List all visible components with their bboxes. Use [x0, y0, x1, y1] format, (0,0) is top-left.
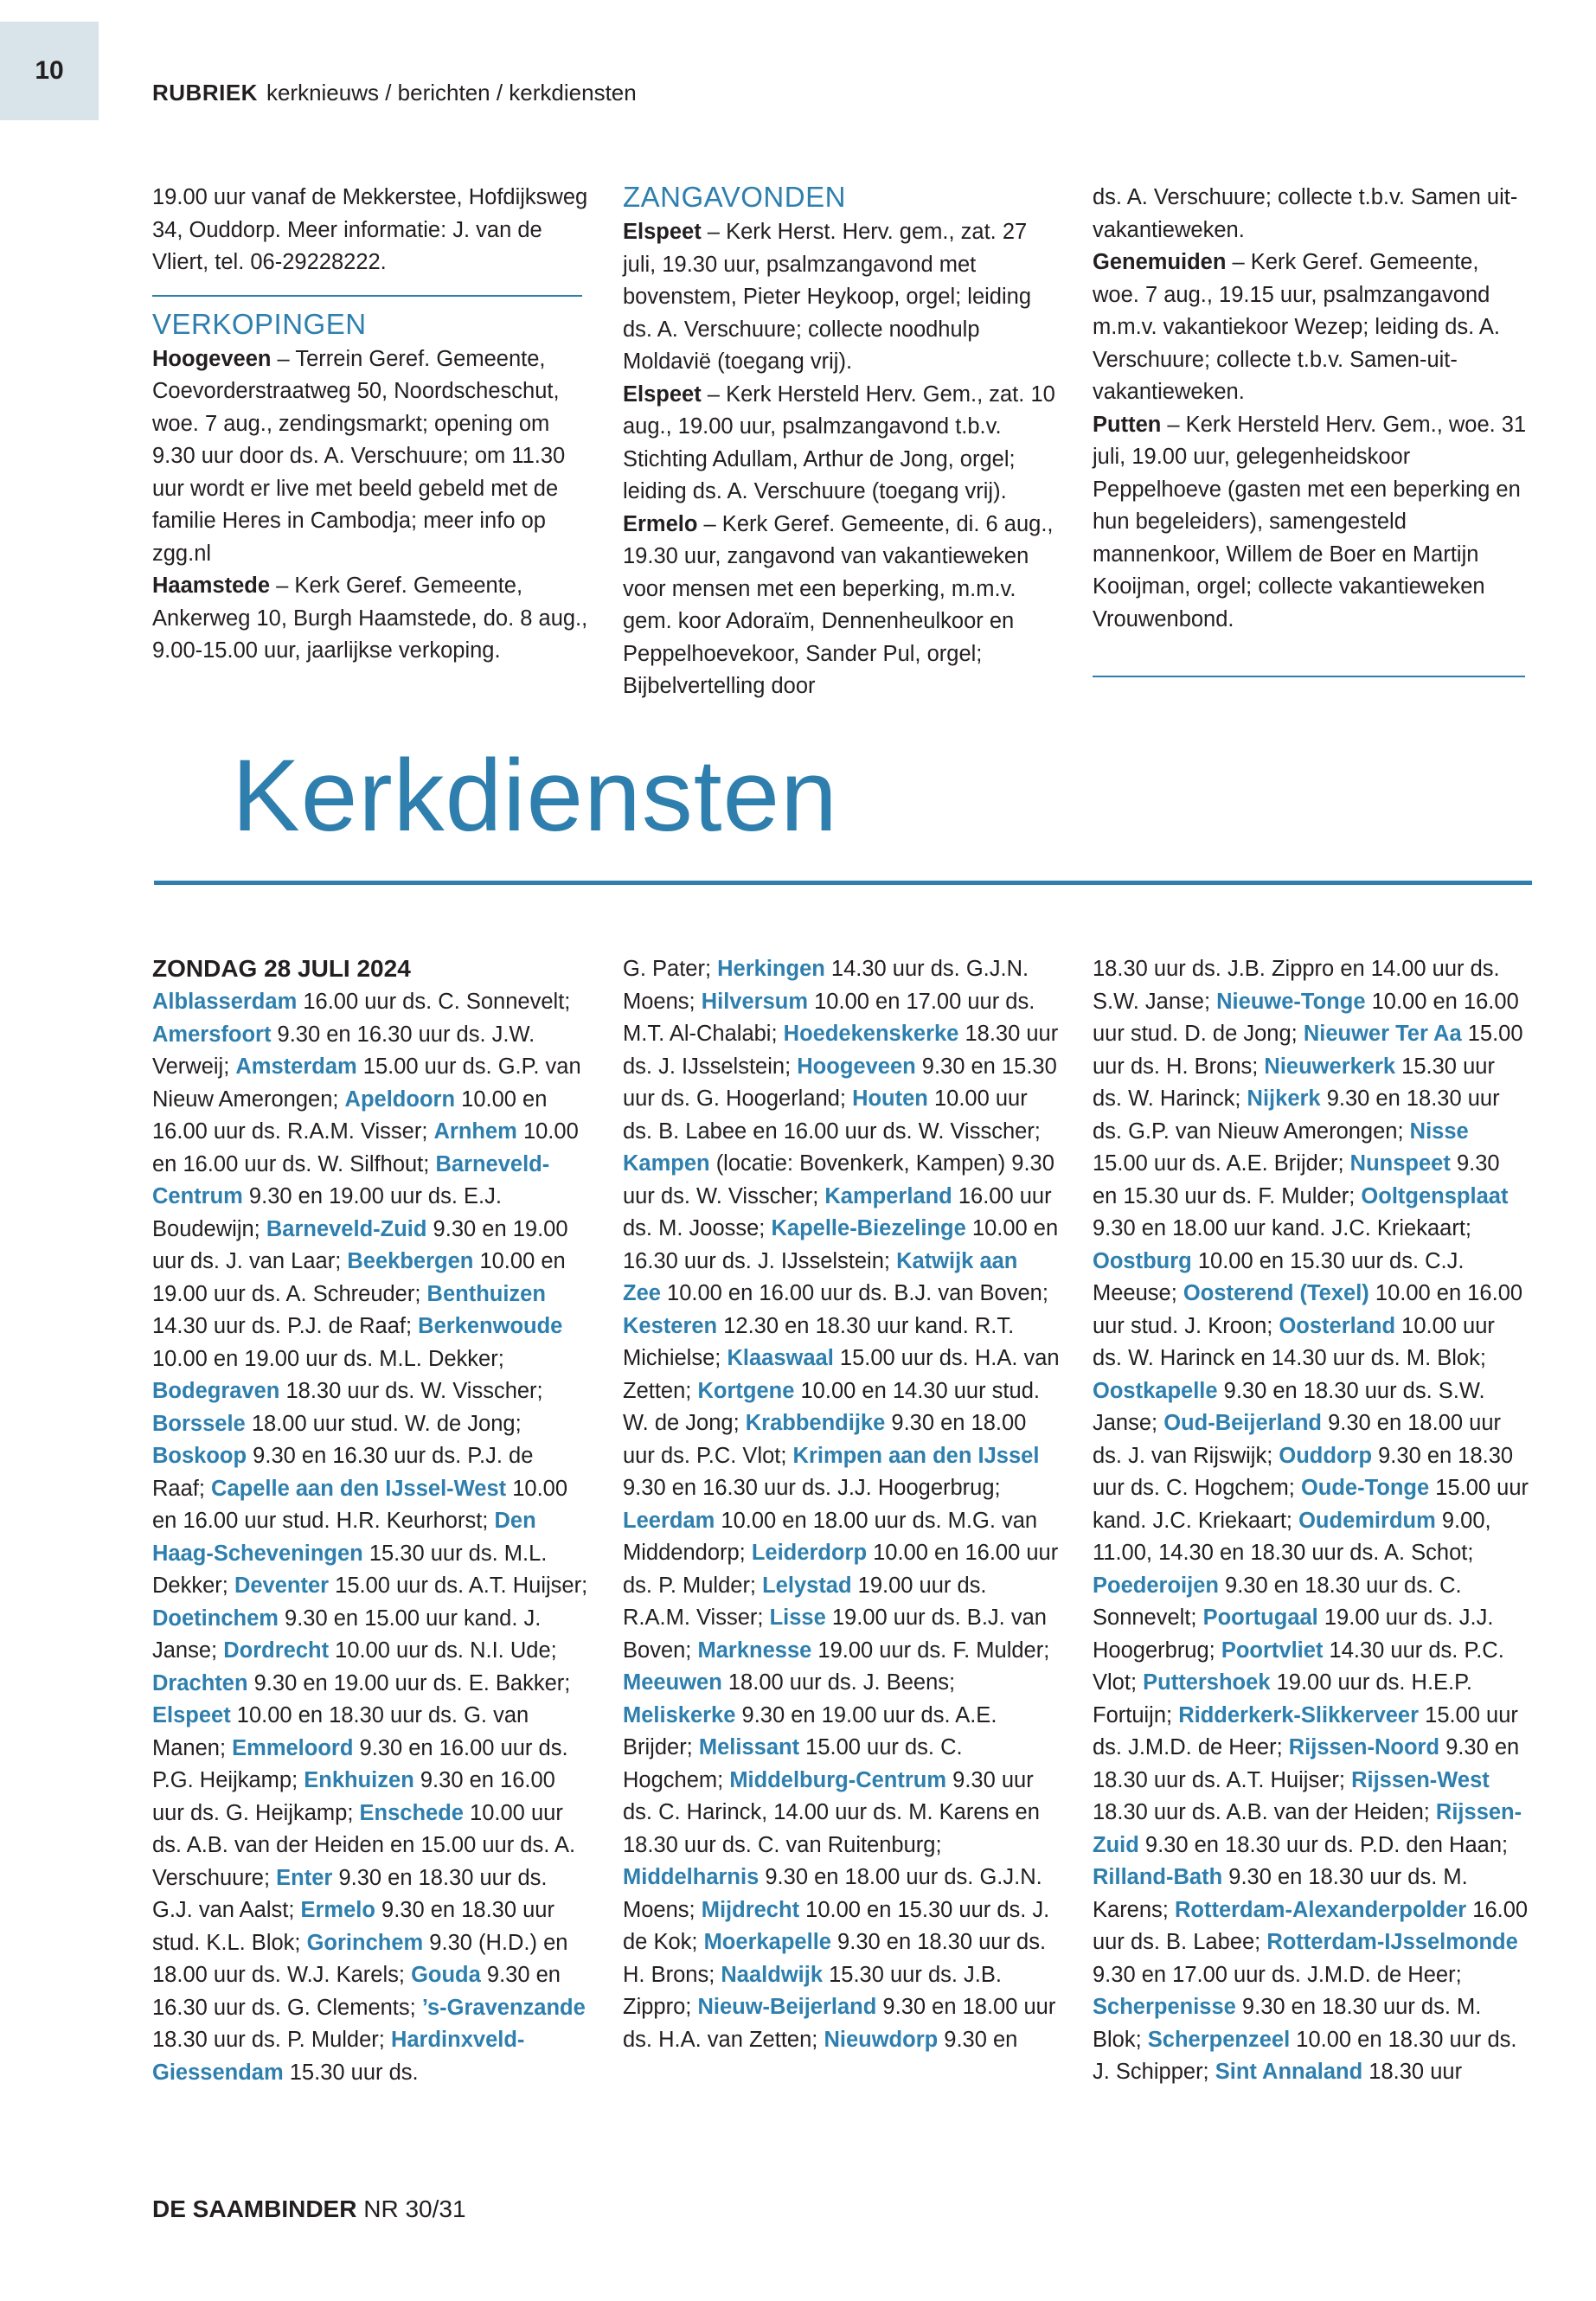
services-run-3	[1093, 990, 1529, 2085]
service-details: 9.30 en 18.30 uur ds. P.D. den Haan;	[1138, 1832, 1509, 1857]
section-title: Kerkdiensten	[232, 739, 838, 853]
service-details: 9.30 en 18.30 uur ds. C. Sonnevelt;	[1093, 1573, 1462, 1630]
service-place: Scherpenisse	[1093, 1995, 1236, 2019]
service-details: 18.30 uur	[1362, 2060, 1463, 2084]
service-place: Gouda	[411, 1963, 481, 1987]
service-place: Herkingen	[717, 957, 825, 981]
entry	[1093, 247, 1529, 409]
services-lead-2: G. Pater;	[623, 957, 718, 981]
service-details: 15.30 uur ds. M.L. Dekker;	[152, 1541, 548, 1598]
service-place: Nieuwe-Tonge	[1216, 989, 1366, 1014]
entry-place: Elspeet	[623, 381, 702, 407]
service-details: 16.00 uur ds. C. Sonnevelt;	[297, 990, 571, 1014]
service-details: 19.00 uur ds. F. Mulder;	[811, 1638, 1050, 1663]
verkopingen-heading: VERKOPINGEN	[152, 307, 367, 340]
service-details: 9.30 en 18.30 uur ds. M. Karens;	[1093, 1865, 1468, 1922]
entry-place: Haamstede	[152, 574, 271, 598]
service-place: Nieuwer Ter Aa	[1303, 1022, 1462, 1046]
services-column-1	[152, 952, 589, 2089]
service-place: Naaldwijk	[721, 1962, 824, 1987]
verkopingen-list	[152, 343, 589, 668]
service-details: 10.00 en 16.00 uur ds. P. Mulder;	[623, 1541, 1059, 1598]
service-details: 10.00 en 16.00 uur ds. R.A.M. Visser;	[152, 1086, 548, 1144]
service-place: Poederoijen	[1093, 1573, 1219, 1598]
page-number: 10	[0, 22, 99, 120]
service-details: 18.30 uur ds. A.B. van der Heiden;	[1093, 1800, 1436, 1824]
service-place: Kamperland	[824, 1183, 952, 1208]
service-details: 9.30 en 16.30 uur ds. J.W. Verweij;	[152, 1022, 535, 1079]
service-place: Barneveld-Zuid	[266, 1216, 427, 1241]
entry	[152, 570, 589, 668]
service-place: Doetinchem	[152, 1606, 279, 1631]
service-details: 9.30 en 19.00 uur ds. J. van Laar;	[152, 1216, 568, 1273]
service-details: 10.00 en 17.00 uur ds. M.T. Al-Chalabi;	[623, 989, 1035, 1046]
service-place: Poortvliet	[1221, 1638, 1324, 1663]
service-place: Nunspeet	[1349, 1151, 1451, 1176]
top-column-2	[623, 178, 1060, 703]
rubric-header	[152, 80, 637, 106]
service-place: Enschede	[359, 1800, 464, 1825]
service-place: Lisse	[769, 1606, 826, 1630]
service-place: Kesteren	[623, 1313, 718, 1338]
col3-list	[1093, 247, 1529, 636]
service-details: 9.30 en 16.00 uur ds. G. Heijkamp;	[152, 1768, 555, 1825]
service-place: Leerdam	[623, 1508, 715, 1533]
service-details: 19.00 uur ds. B.J. van Boven;	[623, 1606, 1047, 1663]
service-place: Middelburg-Centrum	[729, 1767, 947, 1792]
service-place: Rijssen-Noord	[1288, 1735, 1440, 1759]
service-place: Gorinchem	[306, 1930, 424, 1955]
service-details: 10.00 en 15.30 uur ds. C.J. Meeuse;	[1093, 1248, 1465, 1305]
issue-number: NR 30/31	[363, 2195, 466, 2222]
publication-name: DE SAAMBINDER	[152, 2195, 357, 2222]
entry-text: – Kerk Hersteld Herv. Gem., zat. 10 aug., 19.00 uur, psalmzangavond t.b.v. Stichting Adullam, Arthur de Jong, orgel; leiding ds. A. Verschuure (toegang vrij).	[623, 381, 1055, 503]
service-place: Nisse	[1409, 1118, 1469, 1144]
service-place: Oostburg	[1093, 1248, 1192, 1273]
service-details: 9.30 en 18.30 uur stud. K.L. Blok;	[152, 1898, 554, 1955]
footer	[152, 2195, 466, 2223]
services-column-2	[623, 953, 1060, 2056]
service-place: Rijssen-West	[1351, 1767, 1490, 1792]
service-place: Barneveld-Centrum	[152, 1151, 550, 1208]
entry-place: Putten	[1093, 412, 1162, 437]
service-details: 18.00 uur stud. W. de Jong;	[245, 1411, 522, 1436]
service-place: Nijkerk	[1247, 1086, 1321, 1111]
service-details: 10.00 en 16.30 uur ds. J. IJsselstein;	[623, 1216, 1059, 1273]
service-details: 15.00 uur ds. H.A. van Zetten;	[623, 1346, 1060, 1403]
entry	[623, 509, 1060, 703]
service-place: Meeuwen	[623, 1670, 722, 1695]
service-place: Arnhem	[433, 1119, 517, 1144]
service-details: 18.30 uur ds. J. IJsselstein;	[623, 1022, 1059, 1079]
service-details: 9.30 en 18.00 uur ds. P.C. Vlot;	[623, 1411, 1027, 1468]
service-place: Ooltgensplaat	[1361, 1183, 1509, 1208]
service-details: 9.30 en 15.30 uur ds. F. Mulder;	[1093, 1151, 1500, 1208]
service-details: 9.30 en 18.30 uur ds. C. Hogchem;	[1093, 1443, 1514, 1500]
service-details: 18.30 uur ds. W. Visscher;	[279, 1379, 543, 1403]
entry	[623, 216, 1060, 379]
service-details: 9.30 en 16.30 uur ds. G. Clements;	[152, 1963, 561, 2020]
service-place: Kampen	[623, 1151, 710, 1176]
service-place: Boskoop	[152, 1444, 247, 1468]
service-place: Enkhuizen	[304, 1768, 414, 1792]
service-place: Sint Annaland	[1215, 2060, 1363, 2084]
service-place: Emmeloord	[232, 1735, 354, 1760]
entry-place: Elspeet	[623, 220, 702, 244]
service-details: 9.30 en 18.30 uur ds. A.T. Huijser;	[1093, 1735, 1520, 1792]
service-place: Rotterdam-IJsselmonde	[1266, 1930, 1518, 1954]
service-place: Ridderkerk-Slikkerveer	[1178, 1702, 1420, 1727]
services-column-3	[1093, 953, 1529, 2089]
service-details: 9.30 en 16.30 uur ds. P.J. de Raaf;	[152, 1444, 534, 1501]
service-place: Oudemirdum	[1298, 1508, 1436, 1533]
top-column-3	[1093, 182, 1529, 677]
service-details: 10.00 en 16.00 uur stud. H.R. Keurhorst;	[152, 1476, 568, 1533]
services-lead-3: 18.30 uur ds. J.B. Zippro en 14.00 uur ds. S.W. Janse;	[1093, 957, 1500, 1014]
services-text-1	[152, 986, 589, 2089]
service-details: 15.00 uur ds. A.T. Huijser;	[329, 1574, 588, 1598]
service-details: 10.00 en 19.00 uur ds. A. Schreuder;	[152, 1249, 566, 1306]
services-text-2	[623, 953, 1060, 2056]
entry	[623, 379, 1060, 509]
service-details: 9.30 en 19.00 uur ds. E. Bakker;	[247, 1670, 571, 1695]
service-details: 15.30 uur ds. W. Harinck;	[1093, 1054, 1495, 1111]
service-details: 10.00 en 18.30 uur ds. G. van Manen;	[152, 1703, 529, 1760]
service-place: Meliskerke	[623, 1702, 736, 1727]
service-place: Oude-Tonge	[1300, 1476, 1430, 1500]
service-place: Amersfoort	[152, 1022, 272, 1047]
services-run-2	[623, 957, 1060, 2052]
service-details: 10.00 en 16.00 uur stud. J. Kroon;	[1093, 1281, 1523, 1338]
service-place: Rotterdam-Alexanderpolder	[1174, 1897, 1467, 1922]
service-details: 10.00 en 16.00 uur ds. W. Silfhout;	[152, 1119, 579, 1176]
service-place: Berkenwoude	[418, 1314, 563, 1338]
entry-text: – Kerk Hersteld Herv. Gem., woe. 31 juli, 19.00 uur, gelegenheidskoor Peppelhoeve (gasten met een beperking en hun begeleiders), samengesteld mannenkoor, Willem de Boer en Martijn Kooijman, orgel; collecte vakantieweken Vrouwenbond.	[1093, 412, 1527, 631]
service-details: 15.00 uur ds. G.P. van Nieuw Amerongen;	[152, 1054, 581, 1112]
service-details: 9.30 en 18.30 uur ds. G.P. van Nieuw Amerongen;	[1093, 1086, 1500, 1144]
service-place: Apeldoorn	[344, 1086, 456, 1112]
service-details: 15.30 uur ds.	[283, 2060, 419, 2085]
service-place: Krabbendijke	[745, 1411, 886, 1435]
service-place: Rilland-Bath	[1093, 1865, 1223, 1889]
service-details: 10.00 en 16.00 uur stud. D. de Jong;	[1093, 989, 1519, 1046]
entry-place: Hoogeveen	[152, 346, 272, 371]
service-details: 10.00 en 14.30 uur stud. W. de Jong;	[623, 1378, 1040, 1435]
service-details: 10.00 uur ds. A.B. van der Heiden en 15.00 uur ds. A. Verschuure;	[152, 1800, 576, 1890]
services-text-3	[1093, 953, 1529, 2089]
service-place: Kapelle-Biezelinge	[771, 1216, 966, 1240]
service-place: Kortgene	[697, 1378, 795, 1403]
service-place: Capelle aan den IJssel-West	[211, 1476, 507, 1501]
service-place: Mijdrecht	[701, 1897, 800, 1922]
entry	[152, 343, 589, 571]
service-place: Bodegraven	[152, 1379, 280, 1403]
service-details: 12.30 en 18.30 uur kand. R.T. Michielse;	[623, 1313, 1015, 1370]
service-details: 9.30 en 18.30 uur ds. G.J. van Aalst;	[152, 1865, 548, 1922]
service-place: Dordrecht	[223, 1638, 330, 1663]
service-place: Amsterdam	[235, 1054, 357, 1079]
service-place: Scherpenzeel	[1147, 2027, 1291, 2052]
service-details: 9.30 en 18.30 uur ds. H. Brons;	[623, 1930, 1047, 1987]
service-details: 15.00 uur ds. H. Brons;	[1093, 1022, 1523, 1079]
service-details: 14.30 uur ds. G.J.N. Moens;	[623, 957, 1029, 1014]
service-details: 9.30 en 19.00 uur ds. E.J. Boudewijn;	[152, 1184, 502, 1241]
entry	[1093, 409, 1529, 637]
service-place: Hoogeveen	[797, 1054, 916, 1079]
entry-text: – Terrein Geref. Gemeente, Coevorderstraatweg 50, Noordscheschut, woe. 7 aug., zendingsmarkt; opening om 9.30 uur door ds. A. Verschuure; om 11.30 uur wordt er live met beeld gebeld met de familie Heres in Cambodja; meer info op zgg.nl	[152, 346, 566, 566]
service-details: 19.00 uur ds. H.E.P. Fortuijn;	[1093, 1670, 1472, 1727]
service-place: Oostkapelle	[1093, 1378, 1218, 1403]
service-details: 10.00 uur ds. N.I. Ude;	[329, 1638, 557, 1663]
rubric-sections: kerknieuws / berichten / kerkdiensten	[266, 80, 637, 106]
service-details: 18.30 uur ds. P. Mulder;	[152, 2028, 391, 2052]
service-place: Beekbergen	[347, 1249, 474, 1273]
service-details: 15.00 uur kand. J.C. Kriekaart;	[1093, 1476, 1529, 1533]
service-details: 10.00 en 19.00 uur ds. M.L. Dekker;	[152, 1346, 504, 1371]
service-details: 9.30 en 18.00 uur ds. G.J.N. Moens;	[623, 1865, 1042, 1922]
entry-text: – Kerk Herst. Herv. gem., zat. 27 juli, 19.30 uur, psalmzangavond met bovenstem, Pieter Heykoop, orgel; leiding ds. A. Verschuure; collecte noodhulp Moldavië (toegang vrij).	[623, 220, 1032, 374]
col3-continuation: ds. A. Verschuure; collecte t.b.v. Samen uit-vakantieweken.	[1093, 185, 1518, 242]
service-details: 15.00 uur ds. C. Hogchem;	[623, 1735, 963, 1792]
service-place: Krimpen aan den IJssel	[792, 1443, 1040, 1468]
service-place: Poortugaal	[1202, 1606, 1318, 1630]
service-details: 10.00 en 15.30 uur ds. J. de Kok;	[623, 1897, 1050, 1954]
service-place: Houten	[852, 1086, 928, 1111]
service-place: Ermelo	[300, 1898, 375, 1922]
service-place: Borssele	[152, 1411, 246, 1436]
service-place: Benthuizen	[426, 1281, 546, 1306]
entry-place: Genemuiden	[1093, 250, 1227, 274]
service-details: 10.00 en 18.30 uur ds. J. Schipper;	[1093, 2027, 1517, 2084]
service-details: 10.00 uur ds. B. Labee en 16.00 uur ds. W. Visscher;	[623, 1086, 1041, 1144]
service-details: 9.30 uur ds. C. Harinck, 14.00 uur ds. M. Karens en 18.30 uur ds. C. van Ruitenburg;	[623, 1767, 1040, 1857]
service-place: ’s-Gravenzande	[421, 1995, 586, 2020]
service-details: 14.30 uur ds. P.C. Vlot;	[1093, 1638, 1504, 1695]
service-details: 9.30 en 17.00 uur ds. J.M.D. de Heer;	[1093, 1962, 1462, 1987]
zangavonden-list	[623, 216, 1060, 703]
service-place: Nieuw-Beijerland	[697, 1995, 877, 2019]
service-details: (locatie: Bovenkerk, Kampen) 9.30 uur ds. W. Visscher;	[623, 1151, 1054, 1208]
rubric-label: RUBRIEK	[152, 80, 258, 106]
service-place: Den Haag-Scheveningen	[152, 1509, 536, 1566]
top-column-1	[152, 182, 589, 668]
service-place: Middelharnis	[623, 1865, 760, 1889]
service-place: Rijssen-Zuid	[1093, 1800, 1522, 1857]
service-details: 10.00 uur ds. W. Harinck en 14.30 uur ds. M. Blok;	[1093, 1313, 1495, 1370]
service-details: 16.00 uur ds. B. Labee;	[1093, 1897, 1529, 1954]
entry-text: – Kerk Geref. Gemeente, di. 6 aug., 19.30 uur, zangavond van vakantieweken voor mensen met een beperking, m.m.v. gem. koor Adoraïm, Dennenheulkoor en Peppelhoevekoor, Sander Pul, orgel; Bijbelvertelling door	[623, 511, 1054, 698]
service-details: 15.30 uur ds. J.B. Zippro;	[623, 1962, 1002, 2019]
service-details: 18.00 uur ds. J. Beens;	[721, 1670, 956, 1695]
service-details: 9.30 en 18.00 uur kand. J.C. Kriekaart;	[1093, 1216, 1472, 1240]
service-details: 19.00 uur ds. R.A.M. Visser;	[623, 1573, 987, 1630]
service-place: Moerkapelle	[703, 1930, 831, 1954]
service-details: 9.30 en 18.30 uur ds. M. Blok;	[1093, 1995, 1482, 2052]
date-heading: ZONDAG 28 JULI 2024	[152, 955, 411, 982]
service-details: 19.00 uur ds. J.J. Hoogerbrug;	[1093, 1606, 1494, 1663]
service-place: Hardinxveld-Giessendam	[152, 2028, 525, 2085]
service-details: 15.00 uur ds. A.E. Brijder;	[1093, 1151, 1350, 1176]
section-rule	[154, 881, 1532, 885]
service-details: 9.30 en 18.30 uur ds. S.W. Janse;	[1093, 1378, 1485, 1435]
zangavonden-heading: ZANGAVONDEN	[623, 181, 846, 213]
service-place: Hoedekenskerke	[783, 1022, 959, 1046]
divider	[152, 295, 582, 297]
service-details: 9.30 en 16.00 uur ds. P.G. Heijkamp;	[152, 1735, 568, 1792]
service-place: Ouddorp	[1279, 1443, 1373, 1468]
service-place: Nieuwdorp	[824, 2027, 939, 2052]
service-place: Oosterend (Texel)	[1183, 1281, 1369, 1305]
service-place: Katwijk aan Zee	[623, 1248, 1018, 1305]
intro-text: 19.00 uur vanaf de Mekkerstee, Hofdijksweg 34, Ouddorp. Meer informatie: J. van de Vliert, tel. 06-29228222.	[152, 185, 588, 274]
service-details: 9.30 en 16.30 uur ds. J.J. Hoogerbrug;	[623, 1476, 1001, 1500]
entry-place: Ermelo	[623, 511, 698, 536]
service-details: 10.00 en 18.00 uur ds. M.G. van Middendorp;	[623, 1508, 1038, 1565]
service-details: 9.30 en 19.00 uur ds. A.E. Brijder;	[623, 1702, 997, 1759]
service-details: 9.30 en	[938, 2027, 1018, 2052]
service-place: Drachten	[152, 1670, 248, 1695]
service-place: Marknesse	[697, 1638, 812, 1663]
service-details: 9.00, 11.00, 14.30 en 18.30 uur ds. A. Schot;	[1093, 1508, 1491, 1565]
service-place: Enter	[276, 1865, 333, 1890]
service-place: Nieuwerkerk	[1264, 1054, 1396, 1079]
service-details: 9.30 en 15.00 uur kand. J. Janse;	[152, 1606, 542, 1663]
service-place: Puttershoek	[1143, 1670, 1271, 1695]
entry-text: – Kerk Geref. Gemeente, Ankerweg 10, Burgh Haamstede, do. 8 aug., 9.00-15.00 uur, jaarlijkse verkoping.	[152, 574, 588, 663]
service-details: 9.30 (H.D.) en 18.00 uur ds. W.J. Karels;	[152, 1930, 568, 1987]
service-place: Alblasserdam	[152, 990, 298, 1014]
service-place: Klaaswaal	[727, 1346, 834, 1370]
service-details: 9.30 en 15.30 uur ds. G. Hoogerland;	[623, 1054, 1057, 1111]
service-details: 10.00 en 16.00 uur ds. B.J. van Boven;	[660, 1281, 1048, 1305]
service-details: 14.30 uur ds. P.J. de Raaf;	[152, 1314, 419, 1338]
service-place: Leiderdorp	[751, 1541, 868, 1565]
service-place: Oosterland	[1279, 1313, 1396, 1338]
service-place: Deventer	[234, 1574, 330, 1598]
service-details: 15.00 uur ds. J.M.D. de Heer;	[1093, 1702, 1518, 1759]
service-details: 9.30 en 18.00 uur ds. H.A. van Zetten;	[623, 1995, 1056, 2052]
service-details: 9.30 en 18.00 uur ds. J. van Rijswijk;	[1093, 1411, 1502, 1468]
service-place: Melissant	[698, 1735, 800, 1759]
service-details: 16.00 uur ds. M. Joosse;	[623, 1183, 1052, 1240]
entry-text: – Kerk Geref. Gemeente, woe. 7 aug., 19.15 uur, psalmzangavond m.m.v. vakantiekoor Wezep; leiding ds. A. Verschuure; collecte t.b.v. Samen-uit-vakantieweken.	[1093, 250, 1501, 404]
divider	[1093, 676, 1525, 677]
service-place: Oud-Beijerland	[1163, 1411, 1322, 1435]
service-place: Elspeet	[152, 1703, 231, 1727]
service-place: Hilversum	[701, 989, 809, 1014]
service-place: Lelystad	[762, 1573, 852, 1598]
